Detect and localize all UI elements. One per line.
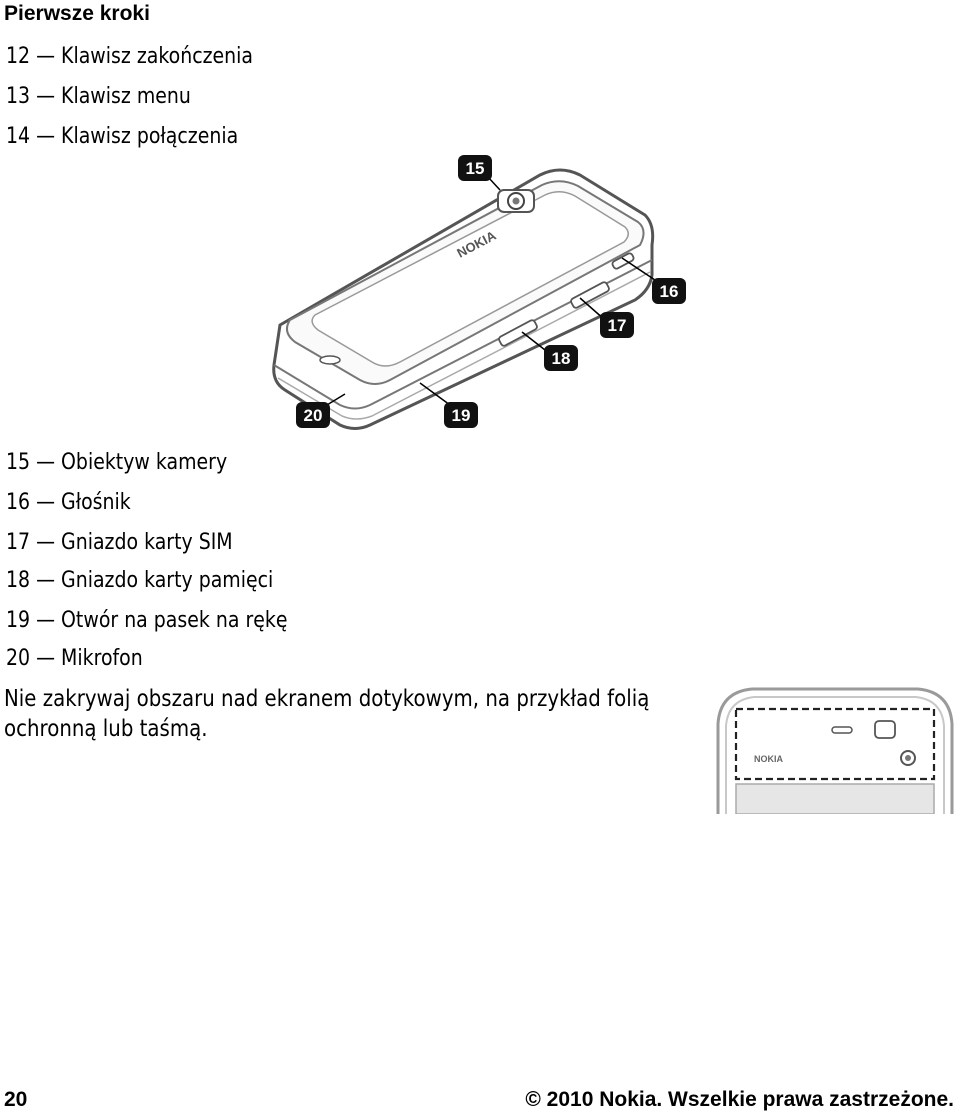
part-number: 13 [6, 84, 31, 109]
section-title: Pierwsze kroki [4, 2, 150, 25]
callout-15 [458, 155, 492, 181]
part-number: 15 [6, 450, 31, 475]
part-18: 18 — Gniazdo karty pamięci [6, 568, 274, 593]
part-label: Mikrofon [61, 646, 143, 671]
part-number: 20 [6, 646, 31, 671]
part-label: Obiektyw kamery [61, 450, 228, 475]
part-label: Gniazdo karty SIM [61, 530, 233, 555]
part-number: 14 [6, 124, 31, 149]
callout-label: 18 [551, 349, 571, 368]
part-label: Klawisz połączenia [61, 124, 239, 149]
part-label: Klawisz menu [61, 84, 191, 109]
part-17: 17 — Gniazdo karty SIM [6, 530, 233, 555]
part-number: 19 [6, 608, 31, 633]
part-label: Gniazdo karty pamięci [61, 568, 274, 593]
part-16: 16 — Głośnik [6, 490, 131, 515]
part-number: 17 [6, 530, 31, 555]
callout-label: 16 [659, 282, 679, 301]
callout-label: 19 [451, 406, 471, 425]
part-number: 16 [6, 490, 31, 515]
part-12: 12 — Klawisz zakończenia [6, 44, 254, 69]
phone-front-illustration [712, 684, 958, 814]
part-label: Klawisz zakończenia [61, 44, 254, 69]
callout-17 [600, 312, 634, 338]
part-number: 12 [6, 44, 31, 69]
part-15: 15 — Obiektyw kamery [6, 450, 228, 475]
callout-label: 17 [607, 316, 627, 335]
copyright: © 2010 Nokia. Wszelkie prawa zastrzeżone. [525, 1088, 954, 1111]
callout-label: 20 [303, 406, 323, 425]
part-14: 14 — Klawisz połączenia [6, 124, 239, 149]
callout-16 [652, 278, 686, 304]
callout-18 [544, 345, 578, 371]
phone-back-illustration [260, 150, 700, 440]
part-20: 20 — Mikrofon [6, 646, 143, 671]
part-19: 19 — Otwór na pasek na rękę [6, 608, 288, 633]
page-number: 20 [4, 1088, 28, 1111]
callout-label: 15 [465, 159, 485, 178]
part-label: Głośnik [61, 490, 131, 515]
callout-20 [296, 402, 330, 428]
part-label: Otwór na pasek na rękę [61, 608, 288, 633]
callout-19 [444, 402, 478, 428]
warning-note: Nie zakrywaj obszaru nad ekranem dotykowym, na przykład folią ochronną lub taśmą. [4, 686, 650, 742]
phone-brand: NOKIA [454, 227, 499, 261]
part-number: 18 [6, 568, 31, 593]
part-13: 13 — Klawisz menu [6, 84, 191, 109]
front-brand: NOKIA [754, 754, 783, 764]
